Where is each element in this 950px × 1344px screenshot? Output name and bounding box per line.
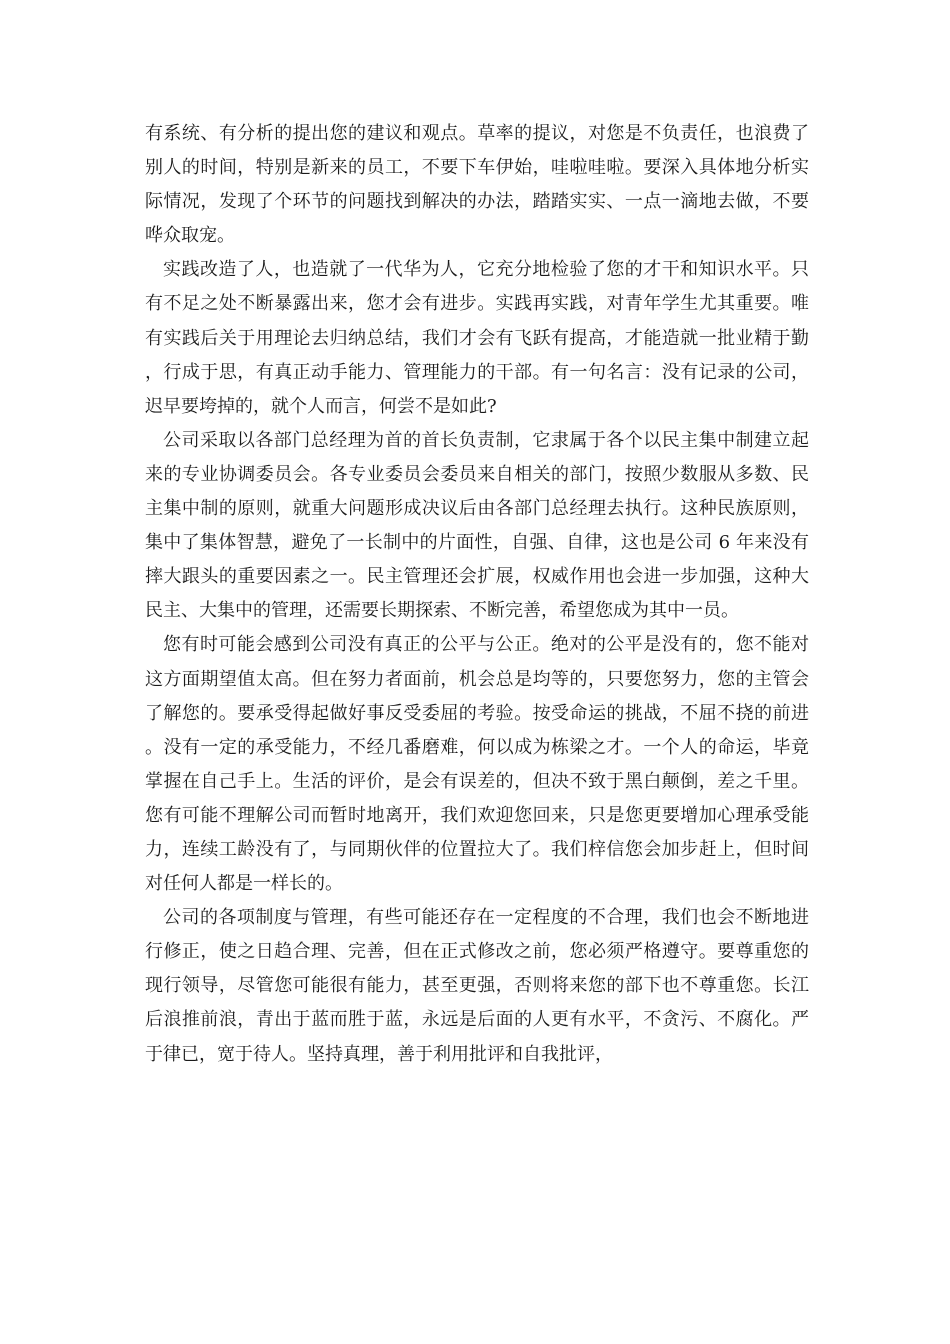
paragraph-management: 公司采取以各部门总经理为首的首长负责制，它隶属于各个以民主集中制建立起来的专业协调委员会。各专业委员会委员来自相关的部门，按照少数服从多数、民主集中制的原则，就重大问题形成决议后由各部门总经理去执行。这种民族原则，集中了集体智慧，避免了一长制中的片面性，自强、自律，这也是公司 6 年来没有摔大跟头的重要因素之一。民主管理还会扩展，权威作用也会进一步加强，这种大民主、大集中的管理，还需要长期探索、不断完善，希望您成为其中一员。 <box>145 429 809 622</box>
paragraph-continued: 有系统、有分析的提出您的建议和观点。草率的提议，对您是不负责任，也浪费了别人的时间，特别是新来的员工，不要下车伊始，哇啦哇啦。要深入具体地分析实际情况，发现了个环节的问题找到解决的办法，踏踏实实、一点一滴地去做，不要哗众取宠。 <box>145 123 809 247</box>
paragraph-rules: 公司的各项制度与管理，有些可能还存在一定程度的不合理，我们也会不断地进行修正，使之日趋合理、完善，但在正式修改之前，您必须严格遵守。要尊重您的现行领导，尽管您可能很有能力，甚至更强，否则将来您的部下也不尊重您。长江后浪推前浪，青出于蓝而胜于蓝，永远是后面的人更有水平，不贪污、不腐化。严于律已，宽于待人。坚持真理，善于利用批评和自我批评， <box>145 907 809 1065</box>
paragraph-fairness: 您有时可能会感到公司没有真正的公平与公正。绝对的公平是没有的，您不能对这方面期望值太高。但在努力者面前，机会总是均等的，只要您努力，您的主管会了解您的。要承受得起做好事反受委屈的考验。按受命运的挑战，不屈不挠的前进。没有一定的承受能力，不经几番磨难，何以成为栋梁之才。一个人的命运，毕竟掌握在自己手上。生活的评价，是会有误差的，但决不致于黑白颠倒，差之千里。您有可能不理解公司而暂时地离开，我们欢迎您回来，只是您更要增加心理承受能力，连续工龄没有了，与同期伙伴的位置拉大了。我们梓信您会加步赶上，但时间对任何人都是一样长的。 <box>145 634 809 895</box>
paragraph-practice: 实践改造了人，也造就了一代华为人，它充分地检验了您的才干和知识水平。只有不足之处不断暴露出来，您才会有进步。实践再实践，对青年学生尤其重要。唯有实践后关于用理论去归纳总结，我们才会有飞跃有提高，才能造就一批业精于勤，行成于思，有真正动手能力、管理能力的干部。有一句名言：没有记录的公司，迟早要垮掉的，就个人而言，何尝不是如此? <box>145 259 809 417</box>
document-body <box>145 117 809 1072</box>
